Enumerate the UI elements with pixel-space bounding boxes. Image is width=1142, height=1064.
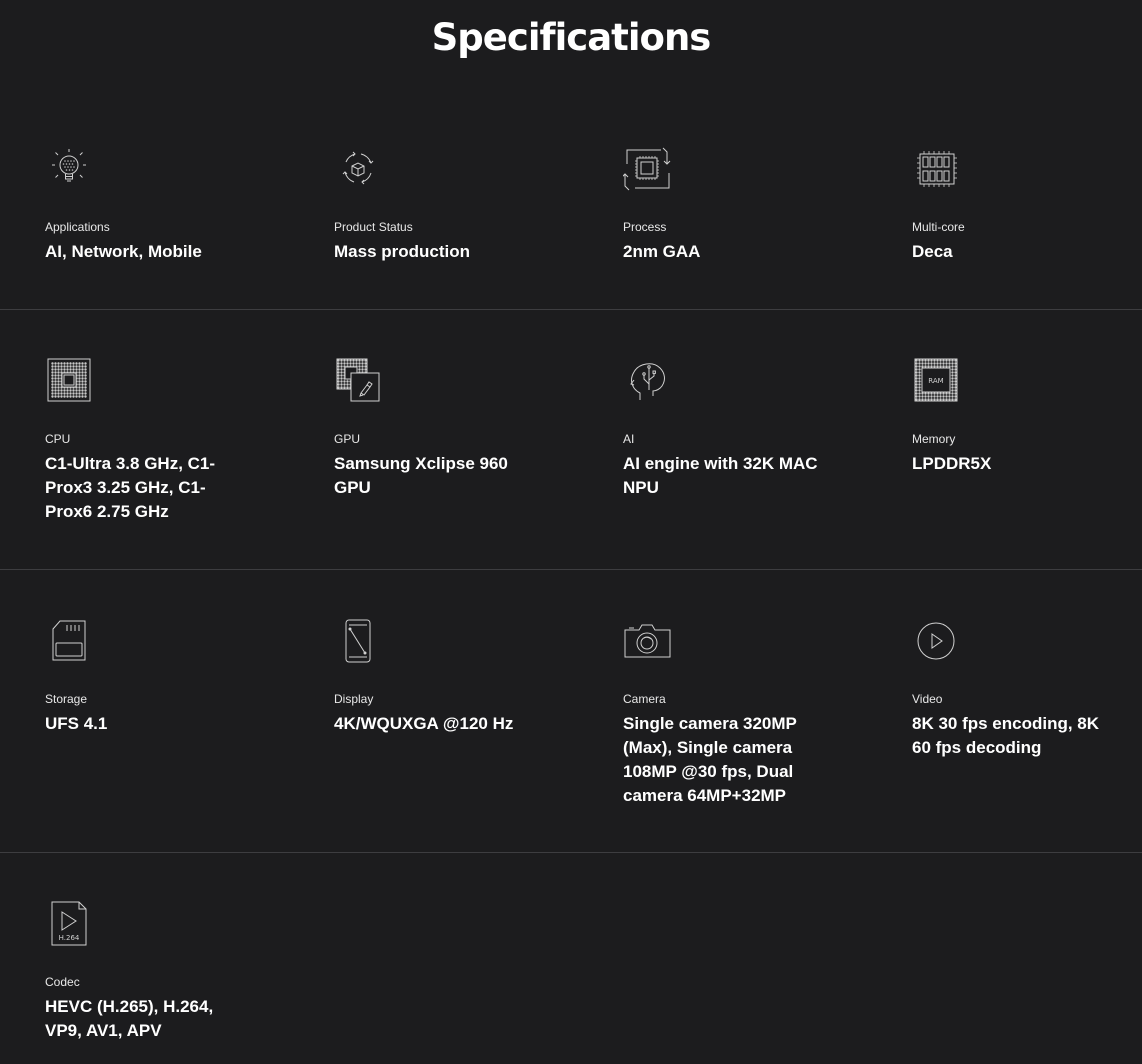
spec-label: Product Status [334,220,413,234]
lightbulb-icon [45,144,95,194]
spec-label: AI [623,432,635,446]
ram-icon-label: RAM [928,377,944,385]
spec-value: AI, Network, Mobile [45,242,202,261]
page-title: Specifications [431,16,711,59]
spec-label: Display [334,692,374,706]
spec-label: Video [912,692,943,706]
spec-label: GPU [334,432,361,446]
play-circle-icon [912,616,962,666]
spec-label: Multi-core [912,220,965,234]
spec-label: Memory [912,432,956,446]
codec-file-icon [45,899,95,949]
row-divider [0,309,1142,310]
spec-value: Single camera 320MP (Max), Single camera 108MP @30 fps, Dual camera 64MP+32MP [623,714,797,805]
codec-icon-label: H.264 [58,934,80,942]
row-divider [0,569,1142,570]
spec-value: AI engine with 32K MAC NPU [623,454,818,497]
gpu-icon [334,356,384,406]
camera-icon [623,616,673,666]
spec-label: Applications [45,220,110,234]
spec-value: 8K 30 fps encoding, 8K 60 fps decoding [912,714,1100,757]
row-divider [0,852,1142,853]
spec-value: Samsung Xclipse 960 GPU [334,454,508,497]
spec-label: CPU [45,432,71,446]
ram-icon [912,356,962,406]
spec-label: Camera [623,692,666,706]
chip-process-icon [623,144,673,194]
phone-display-icon [334,616,384,666]
ai-head-icon [623,356,673,406]
spec-label: Storage [45,692,88,706]
multicore-icon [912,144,962,194]
spec-value: Mass production [334,242,471,261]
spec-value: LPDDR5X [912,454,992,473]
cube-cycle-icon [334,144,384,194]
sd-card-icon [45,616,95,666]
spec-value: Deca [912,242,953,261]
cpu-icon [45,356,95,406]
spec-value: 4K/WQUXGA @120 Hz [334,714,514,733]
spec-label: Process [623,220,667,234]
spec-label: Codec [45,975,80,989]
spec-value: C1-Ultra 3.8 GHz, C1-Prox3 3.25 GHz, C1-Prox6 2.75 GHz [45,454,216,521]
spec-value: 2nm GAA [623,242,701,261]
spec-value: HEVC (H.265), H.264, VP9, AV1, APV [45,997,214,1040]
spec-value: UFS 4.1 [45,714,108,733]
